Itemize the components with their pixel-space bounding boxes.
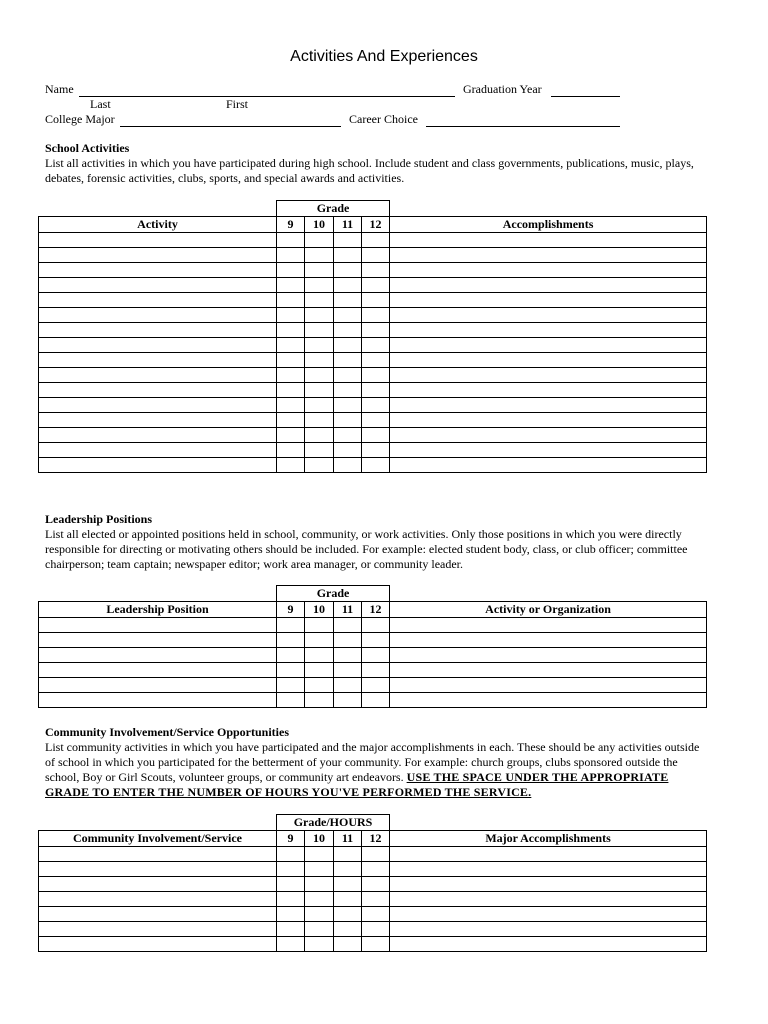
cell-entry[interactable] [39, 458, 277, 473]
cell-grade-10[interactable] [305, 862, 334, 877]
cell-grade-9[interactable] [277, 907, 305, 922]
cell-grade-9[interactable] [277, 937, 305, 952]
leadership-positions-heading: Leadership Positions [45, 512, 153, 526]
hours-instruction: USE THE SPACE UNDER THE APPROPRIATE GRADE TO ENTER THE NUMBER OF HOURS YOU'VE PERFORMED THE SERVICE. [45, 770, 669, 799]
cell-grade-12[interactable] [362, 428, 390, 443]
table-row [39, 458, 707, 473]
cell-grade-9[interactable] [277, 383, 305, 398]
cell-grade-12[interactable] [362, 862, 390, 877]
cell-grade-11[interactable] [334, 338, 362, 353]
cell-grade-11[interactable] [334, 443, 362, 458]
cell-details[interactable] [390, 248, 707, 263]
cell-grade-9[interactable] [277, 693, 305, 708]
cell-grade-11[interactable] [334, 263, 362, 278]
cell-grade-9[interactable] [277, 428, 305, 443]
column-header-major-accomplishments: Major Accomplishments [390, 831, 707, 847]
cell-details[interactable] [390, 383, 707, 398]
community-involvement-instructions [45, 740, 705, 800]
table-row [39, 353, 707, 368]
cell-grade-12[interactable] [362, 353, 390, 368]
school-activities-instructions: List all activities in which you have participated during high school. Include student and class governments, publications, music, plays, debates, forensic activities, clubs, sports, and special awards and activities. [45, 156, 694, 185]
table-row [39, 293, 707, 308]
cell-entry[interactable] [39, 293, 277, 308]
cell-details[interactable] [390, 428, 707, 443]
cell-grade-12[interactable] [362, 338, 390, 353]
cell-grade-10[interactable] [305, 428, 334, 443]
table-row [39, 278, 707, 293]
cell-grade-11[interactable] [334, 937, 362, 952]
cell-grade-10[interactable] [305, 293, 334, 308]
cell-entry[interactable] [39, 368, 277, 383]
cell-grade-12[interactable] [362, 263, 390, 278]
cell-grade-10[interactable] [305, 443, 334, 458]
cell-grade-10[interactable] [305, 618, 334, 633]
cell-entry[interactable] [39, 862, 277, 877]
column-header-leadership-position: Leadership Position [39, 602, 277, 618]
cell-entry[interactable] [39, 308, 277, 323]
cell-grade-9[interactable] [277, 368, 305, 383]
cell-grade-12[interactable] [362, 877, 390, 892]
cell-grade-12[interactable] [362, 922, 390, 937]
career-choice-field[interactable] [426, 126, 620, 127]
table-row [39, 428, 707, 443]
cell-grade-11[interactable] [334, 907, 362, 922]
cell-grade-11[interactable] [334, 877, 362, 892]
table-row [39, 693, 707, 708]
cell-details[interactable] [390, 278, 707, 293]
cell-grade-10[interactable] [305, 458, 334, 473]
cell-grade-9[interactable] [277, 663, 305, 678]
career-choice-label: Career Choice [349, 112, 418, 126]
cell-details[interactable] [390, 693, 707, 708]
cell-grade-10[interactable] [305, 648, 334, 663]
table-row [39, 308, 707, 323]
cell-details[interactable] [390, 323, 707, 338]
cell-grade-9[interactable] [277, 338, 305, 353]
cell-grade-11[interactable] [334, 323, 362, 338]
column-header-grade-9: 9 [277, 217, 305, 233]
cell-grade-12[interactable] [362, 308, 390, 323]
cell-grade-10[interactable] [305, 233, 334, 248]
cell-entry[interactable] [39, 678, 277, 693]
cell-grade-9[interactable] [277, 398, 305, 413]
cell-entry[interactable] [39, 233, 277, 248]
column-header-grade-10: 10 [305, 831, 334, 847]
cell-grade-11[interactable] [334, 368, 362, 383]
cell-grade-10[interactable] [305, 678, 334, 693]
cell-details[interactable] [390, 293, 707, 308]
community-involvement-heading: Community Involvement/Service Opportunities [45, 725, 289, 739]
cell-grade-11[interactable] [334, 618, 362, 633]
cell-grade-9[interactable] [277, 618, 305, 633]
table-row [39, 248, 707, 263]
cell-grade-9[interactable] [277, 293, 305, 308]
cell-grade-10[interactable] [305, 413, 334, 428]
cell-grade-12[interactable] [362, 847, 390, 862]
cell-details[interactable] [390, 892, 707, 907]
cell-details[interactable] [390, 398, 707, 413]
cell-grade-9[interactable] [277, 308, 305, 323]
table-row [39, 862, 707, 877]
column-header-grade-9: 9 [277, 602, 305, 618]
cell-grade-12[interactable] [362, 892, 390, 907]
cell-entry[interactable] [39, 907, 277, 922]
grade-header: Grade [277, 201, 390, 217]
cell-grade-12[interactable] [362, 663, 390, 678]
table-row [39, 892, 707, 907]
cell-grade-11[interactable] [334, 458, 362, 473]
cell-entry[interactable] [39, 278, 277, 293]
cell-grade-11[interactable] [334, 383, 362, 398]
college-major-label: College Major [45, 112, 115, 126]
grade-header: Grade [277, 586, 390, 602]
cell-details[interactable] [390, 907, 707, 922]
table-row [39, 443, 707, 458]
table-row [39, 263, 707, 278]
cell-details[interactable] [390, 353, 707, 368]
cell-grade-11[interactable] [334, 308, 362, 323]
cell-details[interactable] [390, 877, 707, 892]
cell-entry[interactable] [39, 263, 277, 278]
cell-grade-10[interactable] [305, 368, 334, 383]
cell-entry[interactable] [39, 892, 277, 907]
cell-entry[interactable] [39, 618, 277, 633]
cell-entry[interactable] [39, 428, 277, 443]
cell-grade-11[interactable] [334, 922, 362, 937]
cell-grade-9[interactable] [277, 877, 305, 892]
cell-grade-10[interactable] [305, 323, 334, 338]
cell-grade-10[interactable] [305, 383, 334, 398]
cell-grade-11[interactable] [334, 847, 362, 862]
cell-details[interactable] [390, 413, 707, 428]
table-row [39, 633, 707, 648]
column-header-grade-12: 12 [362, 602, 390, 618]
cell-grade-12[interactable] [362, 398, 390, 413]
cell-details[interactable] [390, 368, 707, 383]
cell-details[interactable] [390, 862, 707, 877]
cell-grade-10[interactable] [305, 338, 334, 353]
cell-details[interactable] [390, 847, 707, 862]
cell-entry[interactable] [39, 877, 277, 892]
cell-grade-11[interactable] [334, 648, 362, 663]
cell-details[interactable] [390, 308, 707, 323]
cell-details[interactable] [390, 633, 707, 648]
cell-grade-9[interactable] [277, 248, 305, 263]
table-row [39, 323, 707, 338]
graduation-year-field[interactable] [551, 96, 620, 97]
table-row [39, 663, 707, 678]
column-header-grade-10: 10 [305, 602, 334, 618]
cell-details[interactable] [390, 663, 707, 678]
cell-grade-12[interactable] [362, 633, 390, 648]
cell-grade-11[interactable] [334, 663, 362, 678]
cell-grade-12[interactable] [362, 368, 390, 383]
cell-grade-12[interactable] [362, 937, 390, 952]
cell-grade-11[interactable] [334, 353, 362, 368]
cell-grade-9[interactable] [277, 233, 305, 248]
cell-grade-11[interactable] [334, 678, 362, 693]
column-header-grade-12: 12 [362, 831, 390, 847]
cell-grade-12[interactable] [362, 678, 390, 693]
name-label: Name [45, 82, 74, 96]
cell-grade-10[interactable] [305, 693, 334, 708]
cell-grade-10[interactable] [305, 278, 334, 293]
cell-grade-10[interactable] [305, 353, 334, 368]
table-row [39, 368, 707, 383]
table-row [39, 618, 707, 633]
cell-details[interactable] [390, 458, 707, 473]
column-header-grade-9: 9 [277, 831, 305, 847]
cell-grade-11[interactable] [334, 862, 362, 877]
column-header-grade-11: 11 [334, 831, 362, 847]
column-header-activity-or-organization: Activity or Organization [390, 602, 707, 618]
cell-grade-9[interactable] [277, 633, 305, 648]
cell-grade-11[interactable] [334, 892, 362, 907]
cell-grade-9[interactable] [277, 353, 305, 368]
cell-grade-11[interactable] [334, 413, 362, 428]
cell-details[interactable] [390, 443, 707, 458]
cell-entry[interactable] [39, 398, 277, 413]
table-row [39, 877, 707, 892]
school-activities-heading: School Activities [45, 141, 130, 155]
grade-hours-header: Grade/HOURS [277, 815, 390, 831]
cell-entry[interactable] [39, 443, 277, 458]
column-header-grade-11: 11 [334, 602, 362, 618]
cell-details[interactable] [390, 233, 707, 248]
cell-grade-10[interactable] [305, 937, 334, 952]
leadership-positions-table [38, 585, 707, 708]
table-row [39, 678, 707, 693]
column-header-activity: Activity [39, 217, 277, 233]
cell-grade-9[interactable] [277, 278, 305, 293]
cell-entry[interactable] [39, 648, 277, 663]
page-title: Activities And Experiences [290, 48, 478, 65]
cell-grade-10[interactable] [305, 663, 334, 678]
cell-grade-11[interactable] [334, 248, 362, 263]
cell-grade-11[interactable] [334, 293, 362, 308]
table-row [39, 937, 707, 952]
cell-grade-12[interactable] [362, 278, 390, 293]
cell-grade-12[interactable] [362, 458, 390, 473]
cell-grade-12[interactable] [362, 907, 390, 922]
cell-entry[interactable] [39, 633, 277, 648]
cell-grade-12[interactable] [362, 443, 390, 458]
cell-grade-11[interactable] [334, 633, 362, 648]
first-name-label: First [226, 97, 249, 111]
table-row [39, 398, 707, 413]
cell-details[interactable] [390, 263, 707, 278]
column-header-grade-11: 11 [334, 217, 362, 233]
cell-grade-11[interactable] [334, 233, 362, 248]
cell-grade-10[interactable] [305, 877, 334, 892]
cell-entry[interactable] [39, 847, 277, 862]
cell-grade-9[interactable] [277, 323, 305, 338]
school-activities-table [38, 200, 707, 473]
table-row [39, 383, 707, 398]
cell-grade-10[interactable] [305, 892, 334, 907]
table-row [39, 907, 707, 922]
cell-grade-12[interactable] [362, 618, 390, 633]
cell-entry[interactable] [39, 353, 277, 368]
cell-grade-11[interactable] [334, 428, 362, 443]
cell-grade-10[interactable] [305, 907, 334, 922]
cell-grade-9[interactable] [277, 678, 305, 693]
column-header-grade-10: 10 [305, 217, 334, 233]
cell-entry[interactable] [39, 323, 277, 338]
column-header-grade-12: 12 [362, 217, 390, 233]
cell-grade-9[interactable] [277, 443, 305, 458]
name-field[interactable] [79, 96, 455, 97]
cell-entry[interactable] [39, 922, 277, 937]
cell-entry[interactable] [39, 413, 277, 428]
community-involvement-table [38, 814, 707, 952]
cell-grade-12[interactable] [362, 648, 390, 663]
leadership-positions-instructions: List all elected or appointed positions held in school, community, or work activities. Only those positions in which you were directly responsible for directing or motivating others should be included. For example: elected student body, class, or club officer; committee chairperson; team captain; newspaper editor; work area manager, or community leader. [45, 527, 688, 571]
cell-details[interactable] [390, 648, 707, 663]
cell-grade-11[interactable] [334, 398, 362, 413]
table-row [39, 847, 707, 862]
cell-details[interactable] [390, 678, 707, 693]
table-row [39, 233, 707, 248]
cell-grade-10[interactable] [305, 248, 334, 263]
cell-grade-10[interactable] [305, 922, 334, 937]
cell-grade-10[interactable] [305, 847, 334, 862]
cell-grade-12[interactable] [362, 233, 390, 248]
cell-grade-11[interactable] [334, 278, 362, 293]
cell-grade-12[interactable] [362, 293, 390, 308]
cell-grade-9[interactable] [277, 458, 305, 473]
college-major-field[interactable] [120, 126, 341, 127]
cell-entry[interactable] [39, 383, 277, 398]
cell-grade-9[interactable] [277, 413, 305, 428]
cell-grade-12[interactable] [362, 323, 390, 338]
community-involvement-text: List community activities in which you have participated and the major accomplishments in each. These should be any activities outside of school in which you participated for the betterment of your community. For example: church groups, clubs sponsored outside the school, Boy or Girl Scouts, volunteer groups, or community art endeavors. [45, 740, 700, 784]
cell-grade-10[interactable] [305, 308, 334, 323]
cell-grade-10[interactable] [305, 263, 334, 278]
cell-grade-12[interactable] [362, 413, 390, 428]
cell-grade-10[interactable] [305, 398, 334, 413]
cell-entry[interactable] [39, 937, 277, 952]
table-row [39, 922, 707, 937]
cell-entry[interactable] [39, 693, 277, 708]
table-row [39, 338, 707, 353]
cell-details[interactable] [390, 338, 707, 353]
cell-details[interactable] [390, 922, 707, 937]
cell-entry[interactable] [39, 338, 277, 353]
last-name-label: Last [90, 97, 111, 111]
table-row [39, 648, 707, 663]
cell-entry[interactable] [39, 248, 277, 263]
cell-grade-11[interactable] [334, 693, 362, 708]
column-header-community-involvement: Community Involvement/Service [39, 831, 277, 847]
cell-details[interactable] [390, 618, 707, 633]
cell-grade-9[interactable] [277, 648, 305, 663]
cell-entry[interactable] [39, 663, 277, 678]
column-header-accomplishments: Accomplishments [390, 217, 707, 233]
cell-grade-12[interactable] [362, 693, 390, 708]
cell-grade-12[interactable] [362, 383, 390, 398]
cell-grade-9[interactable] [277, 892, 305, 907]
cell-grade-9[interactable] [277, 263, 305, 278]
cell-grade-10[interactable] [305, 633, 334, 648]
cell-grade-9[interactable] [277, 922, 305, 937]
table-row [39, 413, 707, 428]
cell-details[interactable] [390, 937, 707, 952]
cell-grade-9[interactable] [277, 862, 305, 877]
cell-grade-12[interactable] [362, 248, 390, 263]
graduation-year-label: Graduation Year [463, 82, 542, 96]
cell-grade-9[interactable] [277, 847, 305, 862]
